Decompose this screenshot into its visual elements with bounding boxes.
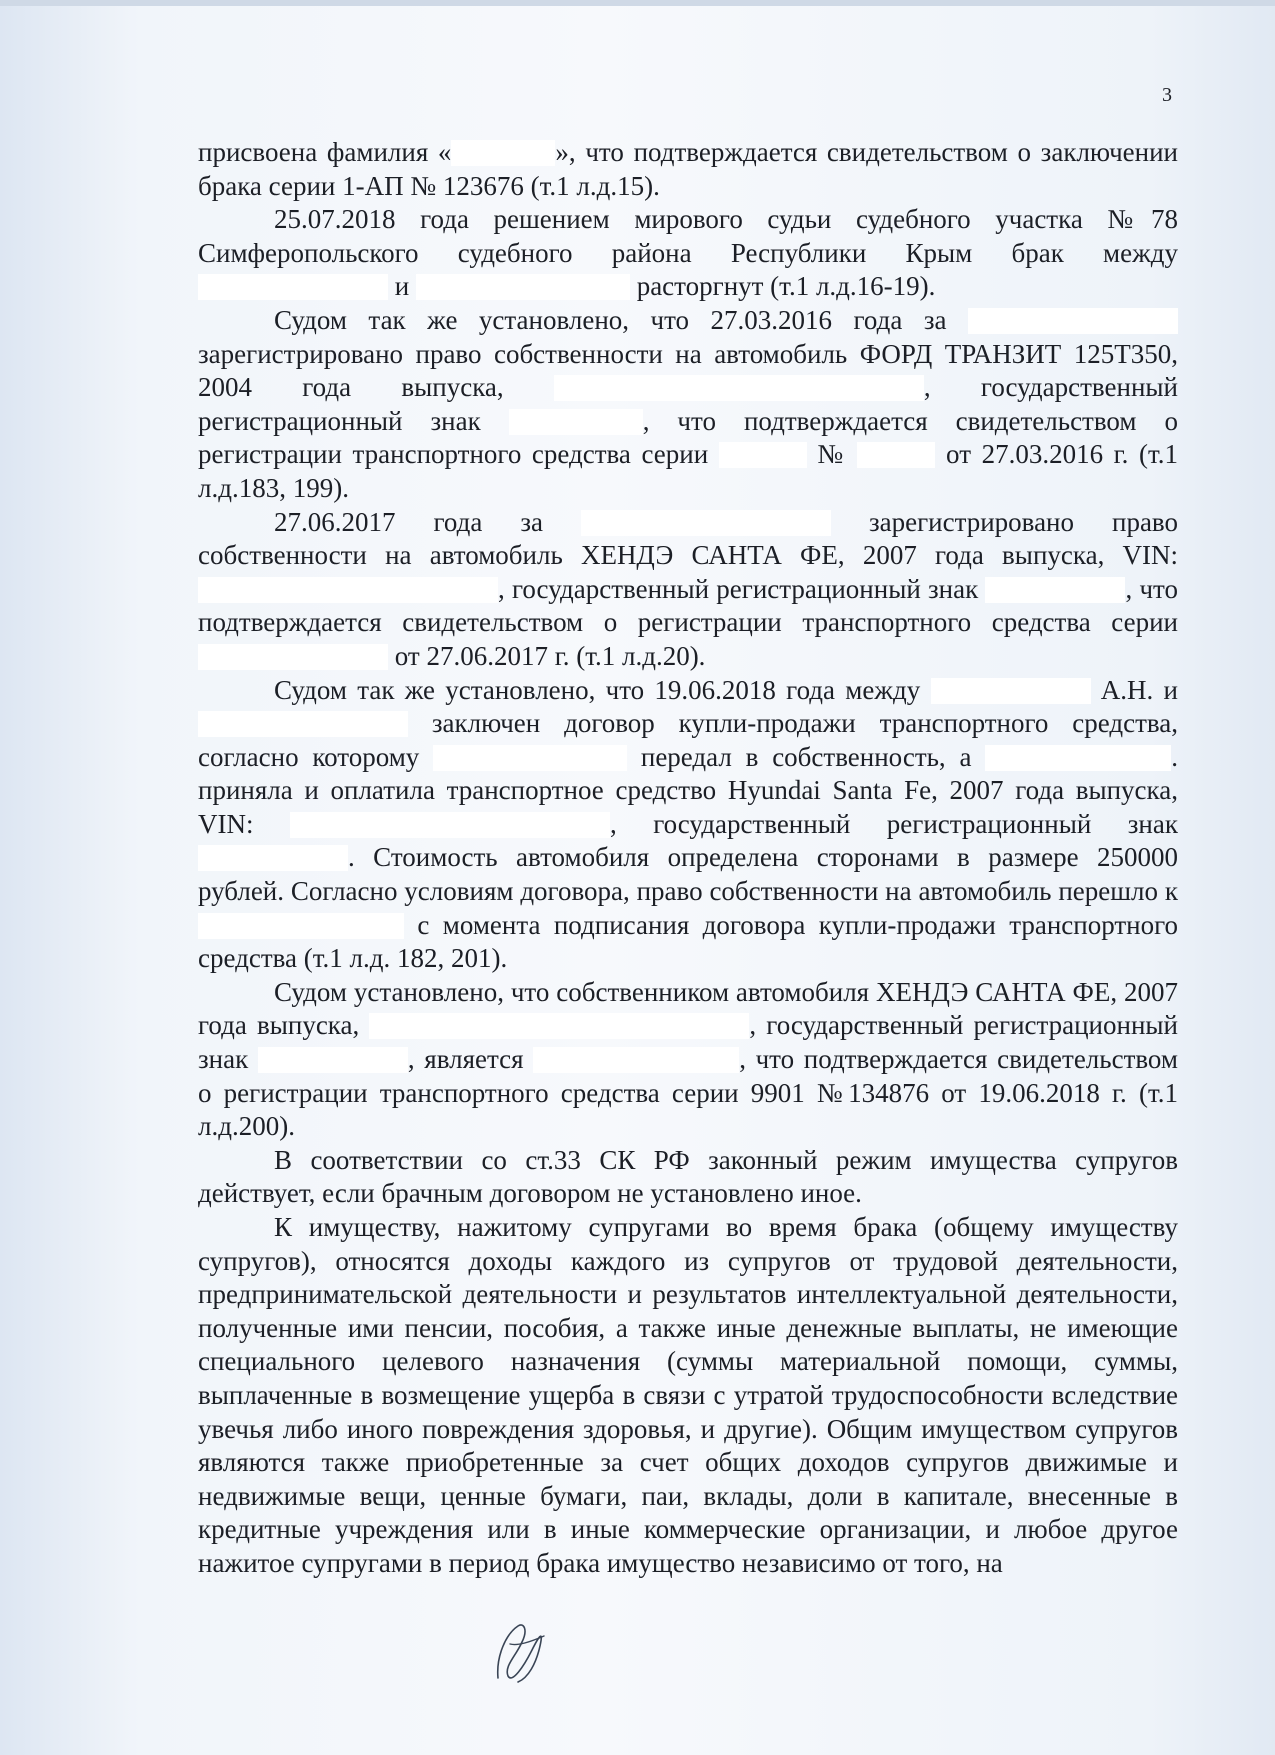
redaction-block	[968, 308, 1178, 334]
paragraph-1	[198, 136, 1178, 203]
redaction-block	[433, 745, 627, 771]
text-fragment: , государственный регистрационный знак	[198, 372, 1178, 436]
handwritten-signature	[488, 1616, 552, 1686]
paragraph-7	[198, 1144, 1178, 1211]
text-fragment: , государственный регистрационный знак	[498, 573, 986, 604]
redaction-block	[554, 375, 924, 401]
redaction-block	[416, 274, 630, 300]
redaction-block	[290, 812, 610, 838]
redaction-block	[451, 140, 555, 166]
text-fragment: , что подтверждается свидетельством о регистрации транспортного средства серии 9901 №134876 от 19.06.2018 г. (т.1 л.д.200).	[198, 1044, 1179, 1142]
redaction-block	[581, 510, 831, 536]
paragraph-8	[198, 1211, 1178, 1581]
text-fragment: , является	[407, 1044, 534, 1075]
redaction-block	[198, 577, 498, 603]
redaction-block	[509, 409, 643, 435]
text-fragment: передал в собственность, а	[627, 741, 986, 772]
text-fragment: заключен договор купли-продажи транспортного средства, согласно которому	[198, 708, 1178, 772]
text-fragment: Судом так же установлено, что 27.03.2016 года за	[274, 304, 968, 335]
text-fragment: К имуществу, нажитому супругами во время брака (общему имуществу супругов), относятся доходы каждого из супругов от трудовой деятельности, предпринимательской деятельности и результатов интеллектуальной деятельности, полученные ими пенсии, пособия, а также иные денежные выплаты, не имеющие специального целевого назначения (суммы материальной помощи, суммы, выплаченные в возмещение ущерба в связи с утратой трудоспособности вследствие увечья либо иного повреждения здоровья, и другие). Общим имуществом супругов являются также приобретенные за счет общих доходов супругов движимые и недвижимые вещи, ценные бумаги, паи, вклады, доли в капитале, внесенные в кредитные учреждения или в иные коммерческие организации, и любое другое нажитое супругами в период брака имущество независимо от того, на	[198, 1212, 1178, 1578]
text-fragment: и	[388, 271, 416, 302]
text-fragment: 25.07.2018 года решением мирового судьи судебного участка №78 Симферопольского судебного района Республики Крым брак между	[198, 204, 1178, 268]
redaction-block	[198, 711, 408, 737]
text-fragment: . приняла и оплатила транспортное средство Hyundai Santa Fe, 2007 года выпуска, VIN:	[198, 741, 1179, 839]
redaction-block	[931, 678, 1091, 704]
text-fragment: присвоена фамилия «	[198, 137, 452, 167]
text-fragment: А.Н. и	[1090, 674, 1178, 705]
text-fragment: Судом установлено, что собственником автомобиля ХЕНДЭ САНТА ФЕ, 2007 года выпуска,	[198, 976, 1178, 1041]
text-fragment: с момента подписания договора купли-продажи транспортного средства (т.1 л.д. 182, 201).	[198, 909, 1178, 974]
redaction-block	[198, 274, 388, 300]
paragraph-2	[198, 203, 1178, 304]
paragraph-6	[198, 976, 1178, 1144]
text-fragment: . Стоимость автомобиля определена сторонами в размере 250000 рублей. Согласно условиям договора, право собственности на автомобиль перешло к	[198, 842, 1178, 907]
text-fragment: расторгнут (т.1 л.д.16-19).	[629, 271, 936, 302]
redaction-block	[369, 1013, 749, 1039]
page-number: 3	[1162, 84, 1173, 106]
redaction-block	[198, 913, 404, 939]
redaction-block	[857, 442, 935, 468]
text-fragment: В соответствии со ст.33 СК РФ законный режим имущества супругов действует, если брачным договором не установлено иное.	[198, 1144, 1178, 1209]
redaction-block	[985, 577, 1125, 603]
text-fragment: от 27.03.2016 г. (т.1 л.д.183, 199).	[198, 439, 1179, 503]
text-fragment: Судом так же установлено, что 19.06.2018 года между	[274, 674, 931, 705]
paragraph-5	[198, 674, 1178, 976]
text-fragment: от 27.06.2017 г. (т.1 л.д.20).	[388, 640, 706, 671]
text-fragment: №	[806, 439, 858, 470]
text-fragment: , что подтверждается свидетельством о регистрации транспортного средства серии	[198, 405, 1178, 470]
redaction-block	[198, 845, 348, 871]
text-fragment: , государственный регистрационный знак	[198, 1010, 1178, 1075]
redaction-block	[258, 1047, 408, 1073]
text-fragment: », что подтверждается свидетельством о заключении брака серии 1-АП № 123676 (т.1 л.д.15).	[198, 137, 1178, 201]
redaction-block	[985, 745, 1171, 771]
redaction-block	[198, 644, 388, 670]
redaction-block	[533, 1047, 739, 1073]
text-fragment: , что подтверждается свидетельством о регистрации транспортного средства серии	[198, 573, 1178, 638]
scan-top-edge	[0, 0, 1275, 6]
redaction-block	[719, 442, 807, 468]
paragraph-4	[198, 506, 1178, 674]
paragraph-3	[198, 304, 1178, 506]
text-fragment: , государственный регистрационный знак	[609, 808, 1178, 839]
text-fragment: зарегистрировано право собственности на автомобиль ФОРД ТРАНЗИТ 125Т350, 2004 года выпуска,	[198, 338, 1178, 403]
document-body	[198, 136, 1178, 1581]
text-fragment: зарегистрировано право собственности на автомобиль ХЕНДЭ САНТА ФЕ, 2007 года выпуска, VIN:	[198, 506, 1178, 571]
text-fragment: 27.06.2017 года за	[274, 506, 581, 537]
